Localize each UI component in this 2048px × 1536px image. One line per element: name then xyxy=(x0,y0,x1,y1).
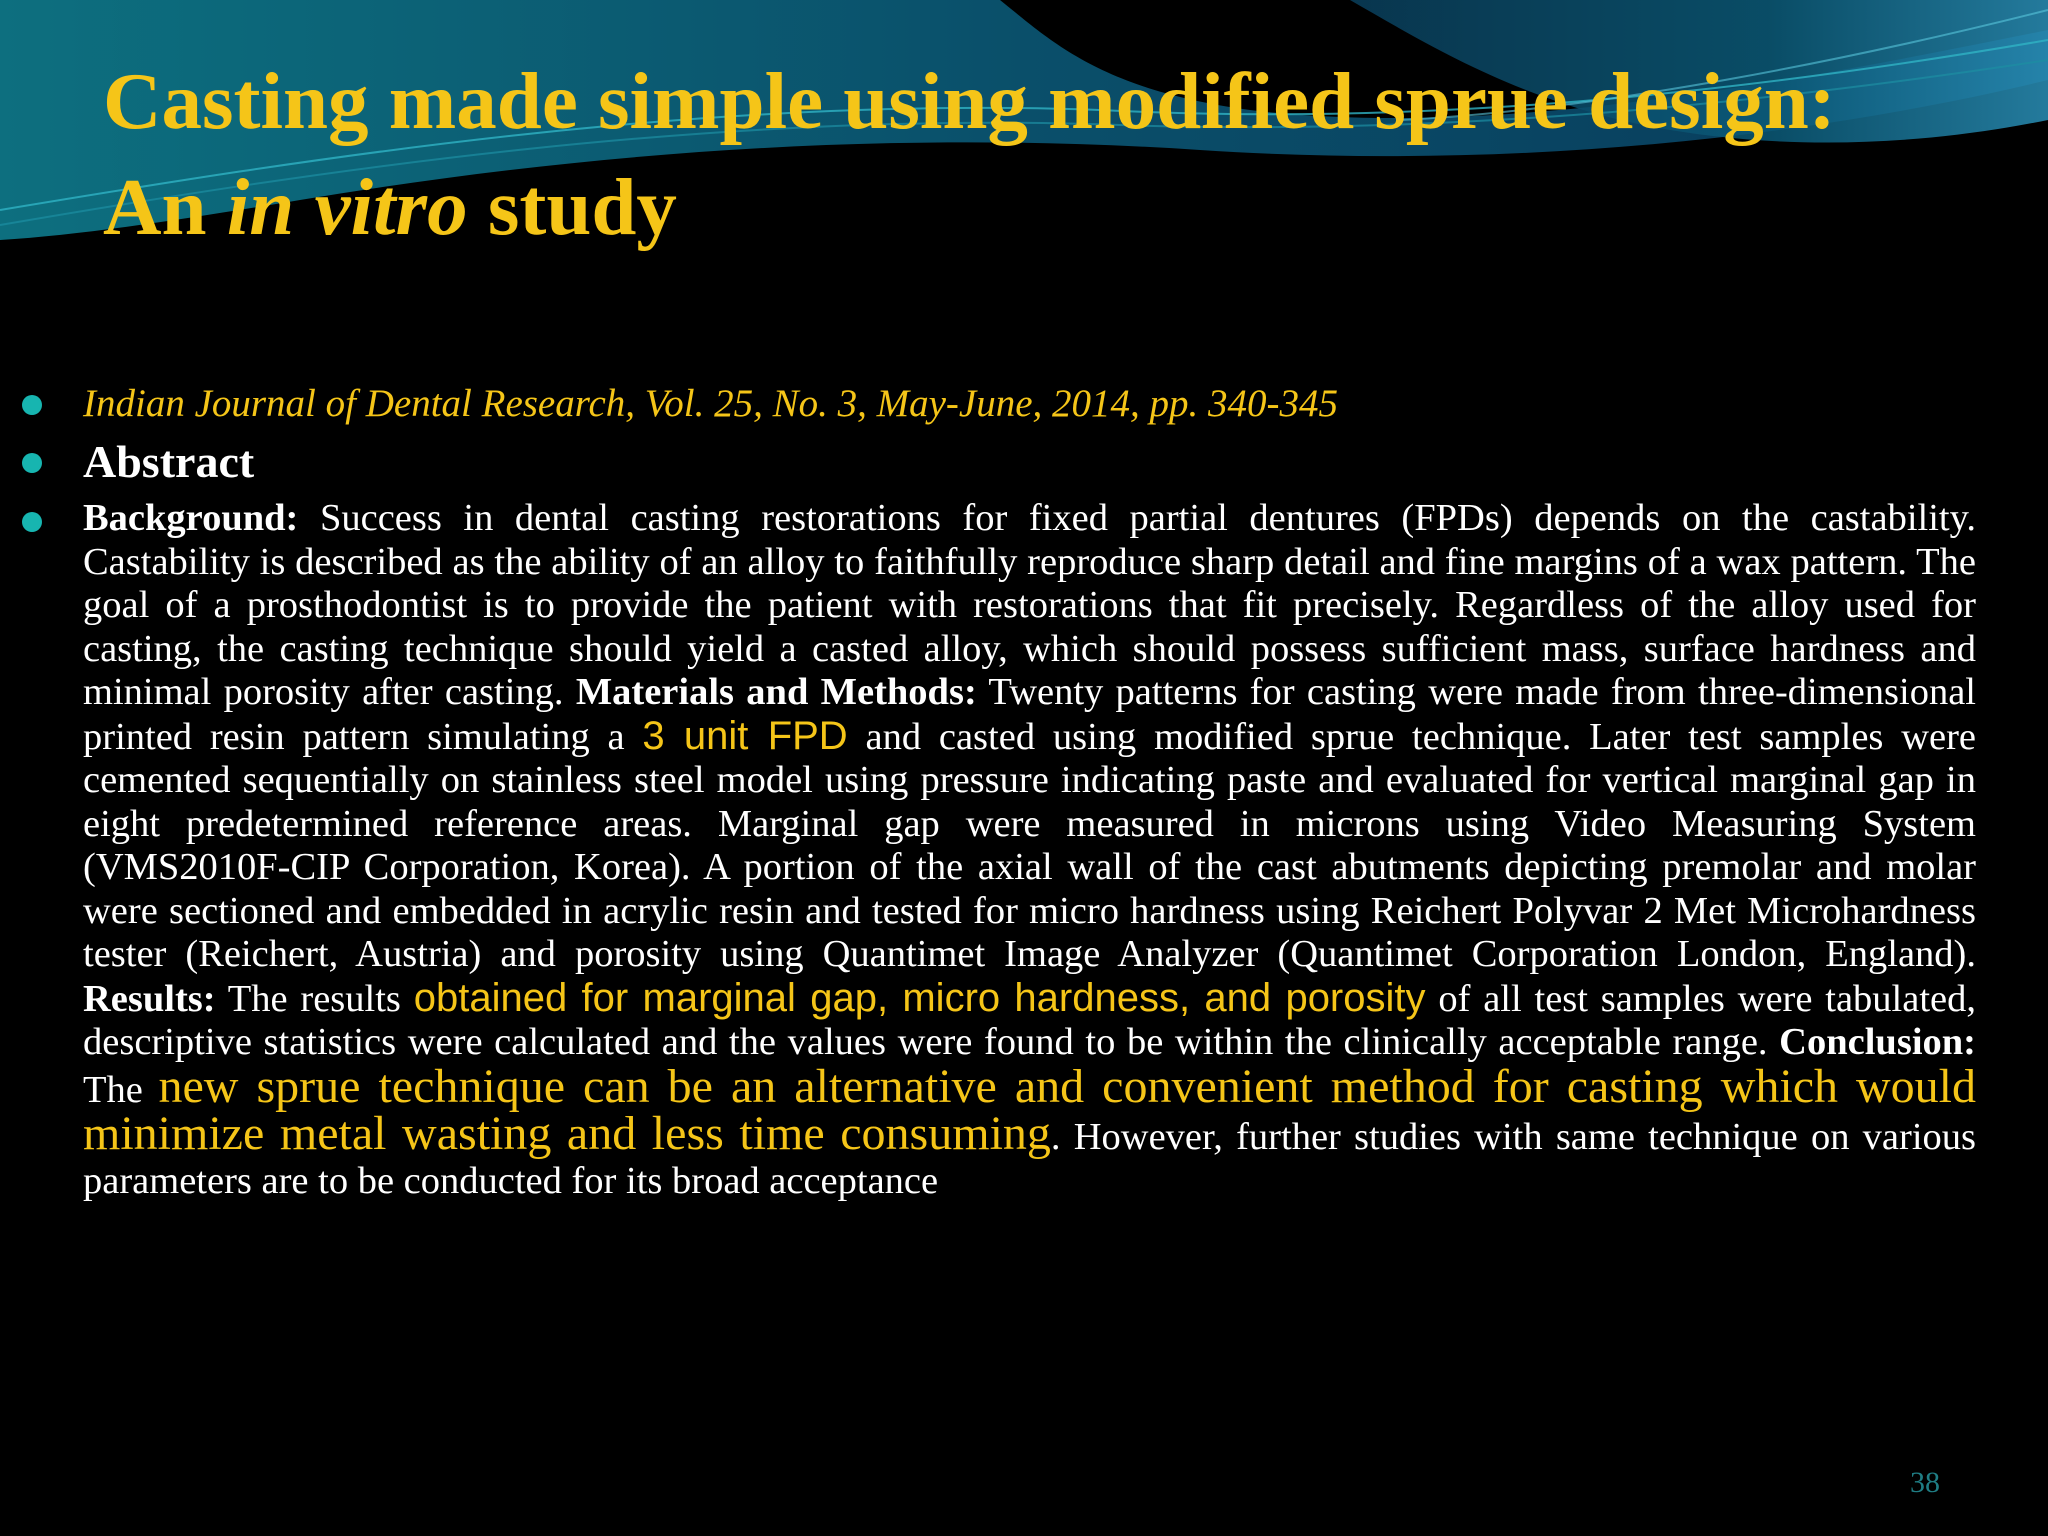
results-highlight: obtained for marginal gap, micro hardness, and porosity xyxy=(413,975,1426,1020)
conclusion-text-continued: . However, further studies with same technique on various parameters are to be conducted for its broad acceptance xyxy=(83,1116,1976,1202)
slide-title xyxy=(103,48,1903,260)
conclusion-highlight: new sprue technique can be an alternative and convenient method for casting which would minimize metal wasting and less time consuming xyxy=(83,1059,1977,1160)
methods-text: Twenty patterns for casting were made from three-dimensional printed resin pattern simulating a xyxy=(83,671,1976,758)
methods-label: Materials and Methods: xyxy=(575,671,977,713)
background-text: Success in dental casting restorations for fixed partial dentures (FPDs) depends on the castability. Castability is described as the ability of an alloy to faithfully reproduce sharp detail and fine margins of a wax pattern. The goal of a prosthodontist is to provide the patient with restorations that fit precisely. Regardless of the alloy used for casting, the casting technique should yield a casted alloy, which should possess sufficient mass, surface hardness and minimal porosity after casting. xyxy=(83,497,1976,713)
slide-content xyxy=(22,375,1976,1203)
background-label: Background: xyxy=(83,497,299,539)
abstract-heading-item xyxy=(22,433,1976,491)
results-text-continued: of all test samples were tabulated, descriptive statistics were calculated and the values were found to be within the clinically acceptable range. xyxy=(83,977,1976,1063)
abstract-body xyxy=(22,497,1976,1203)
abstract-heading: Abstract xyxy=(83,436,255,487)
methods-highlight: 3 unit FPD xyxy=(642,713,848,758)
results-label: Results: xyxy=(83,977,216,1020)
bullet-icon xyxy=(22,453,42,473)
conclusion-label: Conclusion: xyxy=(1779,1021,1976,1063)
conclusion-text: The xyxy=(83,1068,159,1111)
title-text-part1: Casting made simple using modified sprue design: An xyxy=(103,56,1836,252)
methods-text-continued: and casted using modified sprue technique. Later test samples were cemented sequentially on stainless steel model using pressure indicating paste and evaluated for vertical marginal gap in eight predetermined reference areas. Marginal gap were measured in microns using Video Measuring System (VMS2010F-CIP Corporation, Korea). A portion of the axial wall of the cast abutments depicting premolar and molar were sectioned and embedded in acrylic resin and tested for micro hardness using Reichert Polyvar 2 Met Microhardness tester (Reichert, Austria) and porosity using Quantimet Image Analyzer (Quantimet Corporation London, England). xyxy=(83,715,1977,975)
results-text: The results xyxy=(215,977,414,1020)
bullet-icon xyxy=(22,395,42,415)
journal-citation: Indian Journal of Dental Research, Vol. 25, No. 3, May-June, 2014, pp. 340-345 xyxy=(83,382,1339,425)
title-italic-text: in vitro xyxy=(226,162,468,252)
title-text-part2: study xyxy=(467,162,677,252)
journal-citation-item xyxy=(22,375,1976,433)
bullet-icon xyxy=(22,512,42,532)
page-number: 38 xyxy=(1910,1466,1940,1499)
